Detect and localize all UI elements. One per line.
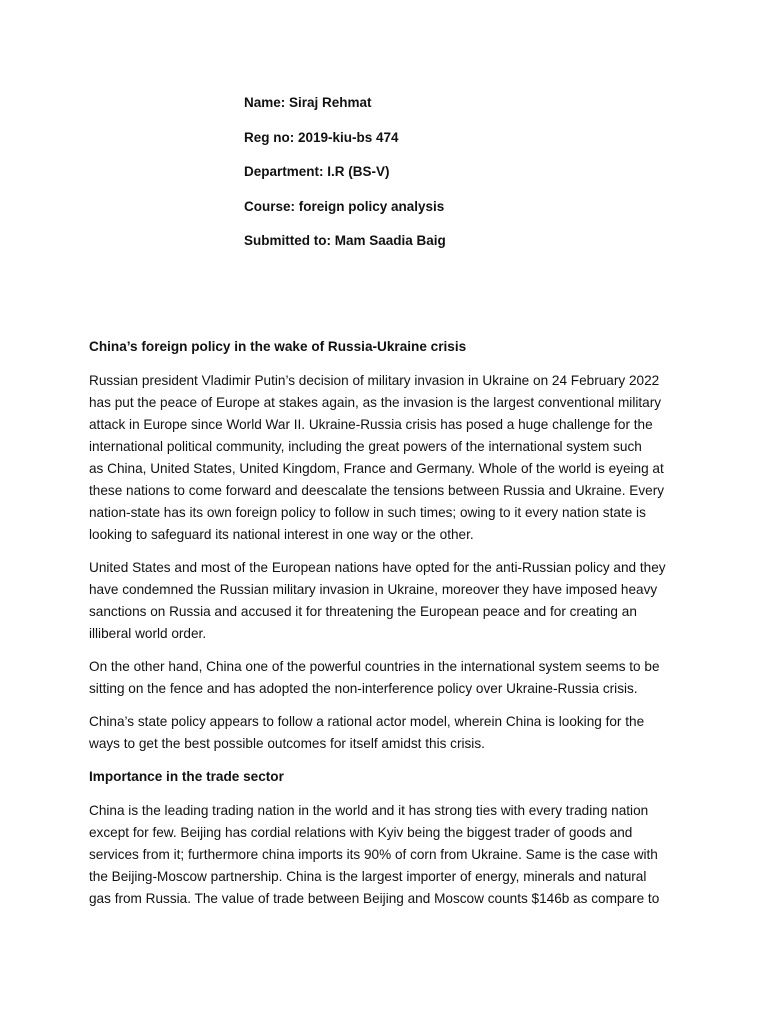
student-info-block bbox=[244, 93, 724, 266]
document-title: China’s foreign policy in the wake of Russia-Ukraine crisis bbox=[89, 339, 467, 354]
paragraph-line: illiberal world order. bbox=[89, 626, 207, 641]
paragraph-line: ways to get the best possible outcomes for itself amidst this crisis. bbox=[89, 736, 485, 751]
paragraph-line: China’s state policy appears to follow a rational actor model, wherein China is looking for the bbox=[89, 714, 645, 729]
paragraph-line: sanctions on Russia and accused it for threatening the European peace and for creating an bbox=[89, 604, 637, 619]
paragraph-line: looking to safeguard its national interest in one way or the other. bbox=[89, 527, 474, 542]
paragraph-line: nation-state has its own foreign policy to follow in such times; owing to it every nation state is bbox=[89, 505, 646, 520]
paragraph-line: as China, United States, United Kingdom, France and Germany. Whole of the world is eyeing at bbox=[89, 461, 664, 476]
paragraph-line: except for few. Beijing has cordial relations with Kyiv being the biggest trader of goods and bbox=[89, 825, 633, 840]
paragraph-1 bbox=[89, 370, 689, 546]
paragraph-line: has put the peace of Europe at stakes again, as the invasion is the largest conventional military bbox=[89, 395, 662, 410]
paragraph-line: international political community, including the great powers of the international system such bbox=[89, 439, 642, 454]
paragraph-line: Russian president Vladimir Putin’s decision of military invasion in Ukraine on 24 February 2022 bbox=[89, 373, 660, 388]
paragraph-line: On the other hand, China one of the powerful countries in the international system seems to be bbox=[89, 659, 660, 674]
paragraph-line: the Beijing-Moscow partnership. China is the largest importer of energy, minerals and natural bbox=[89, 869, 647, 884]
paragraph-line: services from it; furthermore china imports its 90% of corn from Ukraine. Same is the case with bbox=[89, 847, 658, 862]
paragraph-2 bbox=[89, 557, 689, 645]
section-heading: Importance in the trade sector bbox=[89, 769, 284, 784]
paragraph-line: sitting on the fence and has adopted the non-interference policy over Ukraine-Russia crisis. bbox=[89, 681, 638, 696]
paragraph-5 bbox=[89, 800, 689, 910]
paragraph-line: gas from Russia. The value of trade between Beijing and Moscow counts $146b as compare to bbox=[89, 891, 660, 906]
paragraph-line: attack in Europe since World War II. Ukraine-Russia crisis has posed a huge challenge for the bbox=[89, 417, 653, 432]
course: Course: foreign policy analysis bbox=[244, 198, 445, 214]
paragraph-line: have condemned the Russian military invasion in Ukraine, moreover they have imposed heavy bbox=[89, 582, 658, 597]
student-name: Name: Siraj Rehmat bbox=[244, 95, 372, 110]
paragraph-line: United States and most of the European nations have opted for the anti-Russian policy and they bbox=[89, 560, 666, 575]
paragraph-line: China is the leading trading nation in the world and it has strong ties with every trading nation bbox=[89, 803, 649, 818]
registration-number: Reg no: 2019-kiu-bs 474 bbox=[244, 129, 399, 145]
paragraph-3 bbox=[89, 656, 689, 700]
submitted-to: Submitted to: Mam Saadia Baig bbox=[244, 233, 446, 248]
department: Department: I.R (BS-V) bbox=[244, 164, 390, 179]
document-body bbox=[89, 336, 689, 921]
paragraph-4 bbox=[89, 711, 689, 755]
paragraph-line: these nations to come forward and deescalate the tensions between Russia and Ukraine. Every bbox=[89, 483, 665, 498]
